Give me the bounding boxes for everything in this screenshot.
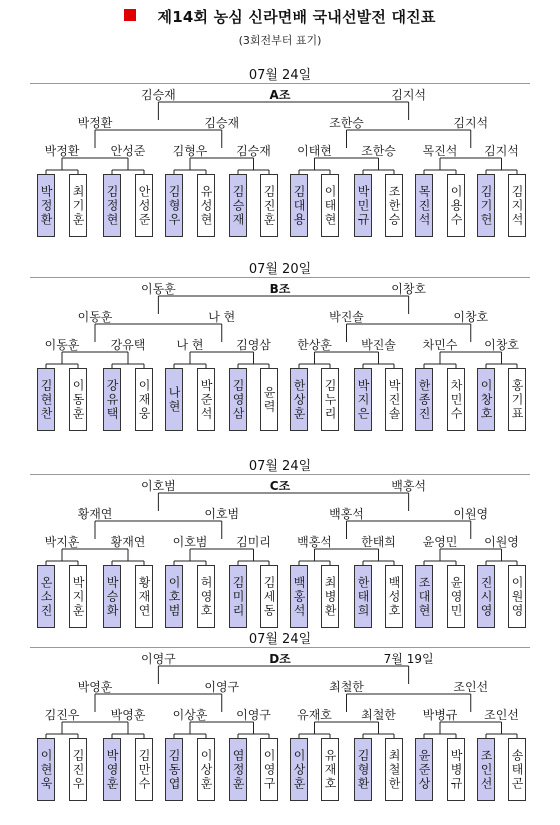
player-box: 염정훈 <box>229 738 247 801</box>
round-winner-label: 윤영민 <box>422 535 458 549</box>
player-box: 유성현 <box>197 174 215 237</box>
page-subtitle: (3회전부터 표기) <box>238 34 322 47</box>
semifinal-winner-label: 조한승 <box>329 116 364 130</box>
round-winner-label: 최철한 <box>361 708 396 722</box>
round-winner-label: 이영구 <box>236 708 271 722</box>
player-box: 최기훈 <box>69 174 87 237</box>
round-winner-label: 김진우 <box>44 708 80 722</box>
group-label: A조 <box>269 88 291 102</box>
round-winner-label: 안성준 <box>110 144 146 158</box>
player-box: 이영구 <box>260 738 278 801</box>
semifinal-winner-label: 이호범 <box>204 507 240 521</box>
bracket-section-4 <box>0 628 560 818</box>
player-box: 유재호 <box>321 738 339 801</box>
player-box: 김진훈 <box>260 174 278 237</box>
player-box: 조한승 <box>385 174 403 237</box>
semifinal-winner-label: 이동훈 <box>77 310 113 324</box>
round-winner-label: 이창호 <box>484 338 519 352</box>
player-box: 김동엽 <box>165 738 183 801</box>
page-title: 제14회 농심 신라면배 국내선발전 대진표 <box>157 8 436 26</box>
round-winner-label: 조인선 <box>484 708 519 722</box>
round-winner-label: 김형우 <box>172 144 208 158</box>
player-box: 김현찬 <box>37 368 55 431</box>
final-winner-label: 이창호 <box>391 282 427 296</box>
section-date: 07월 20일 <box>248 262 312 277</box>
final-winner-label: 7월 19일 <box>383 652 434 666</box>
semifinal-winner-label: 박정환 <box>77 116 113 130</box>
player-box: 한종진 <box>415 368 433 431</box>
player-box: 김영삼 <box>229 368 247 431</box>
player-box: 홍기표 <box>508 368 526 431</box>
player-box: 최철한 <box>385 738 403 801</box>
player-box: 박민규 <box>354 174 372 237</box>
player-box: 최병환 <box>321 565 339 628</box>
player-box: 박지훈 <box>69 565 87 628</box>
player-box: 한태희 <box>354 565 372 628</box>
round-winner-label: 박지훈 <box>44 535 80 549</box>
player-box: 박진솔 <box>385 368 403 431</box>
player-box: 김누리 <box>321 368 339 431</box>
player-box: 박병규 <box>447 738 465 801</box>
final-winner-label: 김지석 <box>391 88 427 102</box>
player-box: 이재웅 <box>135 368 153 431</box>
semifinal-winner-label: 백홍석 <box>329 507 364 521</box>
round-winner-label: 차민수 <box>422 338 458 352</box>
player-box: 온소진 <box>37 565 55 628</box>
semifinal-winner-label: 이영구 <box>204 680 240 694</box>
group-label: D조 <box>269 652 291 666</box>
player-box: 강유택 <box>103 368 121 431</box>
player-box: 이원영 <box>508 565 526 628</box>
player-box: 이태현 <box>321 174 339 237</box>
player-box: 허영호 <box>197 565 215 628</box>
player-box: 조대현 <box>415 565 433 628</box>
player-box: 김승재 <box>229 174 247 237</box>
player-box: 윤력 <box>260 368 278 431</box>
player-box: 김진우 <box>69 738 87 801</box>
semifinal-winner-label: 김지석 <box>453 116 489 130</box>
player-box: 한상훈 <box>290 368 308 431</box>
bracket-section-3 <box>0 455 560 645</box>
round-winner-label: 박정환 <box>44 144 80 158</box>
player-box: 황재연 <box>135 565 153 628</box>
player-box: 김만수 <box>135 738 153 801</box>
player-box: 이호범 <box>165 565 183 628</box>
semifinal-winner-label: 박영훈 <box>77 680 113 694</box>
round-winner-label: 김미리 <box>236 535 271 549</box>
round-winner-label: 한태희 <box>361 535 396 549</box>
player-box: 이용수 <box>447 174 465 237</box>
round-winner-label: 이호범 <box>172 535 208 549</box>
player-box: 김미리 <box>229 565 247 628</box>
player-box: 조인선 <box>477 738 495 801</box>
player-box: 김대용 <box>290 174 308 237</box>
player-box: 백홍석 <box>290 565 308 628</box>
group-label: B조 <box>269 282 291 296</box>
player-box: 김세동 <box>260 565 278 628</box>
round-winner-label: 백홍석 <box>297 535 332 549</box>
round-winner-label: 나 현 <box>176 338 204 352</box>
player-box: 윤준상 <box>415 738 433 801</box>
player-box: 박승화 <box>103 565 121 628</box>
player-box: 차민수 <box>447 368 465 431</box>
round-winner-label: 목진석 <box>422 144 458 158</box>
player-box: 이창호 <box>477 368 495 431</box>
round-winner-label: 박병규 <box>422 708 458 722</box>
player-box: 나현 <box>165 368 183 431</box>
bracket-section-1 <box>0 64 560 254</box>
round-winner-label: 김지석 <box>484 144 519 158</box>
final-winner-label: 이영구 <box>140 652 176 666</box>
semifinal-winner-label: 이원영 <box>453 507 489 521</box>
semifinal-winner-label: 이창호 <box>453 310 489 324</box>
final-winner-label: 김승재 <box>140 88 176 102</box>
player-box: 김기헌 <box>477 174 495 237</box>
red-square-icon <box>124 9 136 21</box>
semifinal-winner-label: 김승재 <box>204 116 240 130</box>
round-winner-label: 김승재 <box>236 144 271 158</box>
final-winner-label: 백홍석 <box>391 479 427 493</box>
section-date: 07월 24일 <box>248 632 312 647</box>
player-box: 박영훈 <box>103 738 121 801</box>
round-winner-label: 김영삼 <box>236 338 271 352</box>
semifinal-winner-label: 최철한 <box>329 680 364 694</box>
round-winner-label: 이태현 <box>297 144 332 158</box>
player-box: 김지석 <box>508 174 526 237</box>
player-box: 김정현 <box>103 174 121 237</box>
round-winner-label: 박진솔 <box>361 338 396 352</box>
player-box: 백성호 <box>385 565 403 628</box>
round-winner-label: 박영훈 <box>110 708 146 722</box>
round-winner-label: 이원영 <box>484 535 519 549</box>
group-label: C조 <box>269 479 291 493</box>
player-box: 진시영 <box>477 565 495 628</box>
player-box: 이동훈 <box>69 368 87 431</box>
player-box: 안성준 <box>135 174 153 237</box>
player-box: 이현욱 <box>37 738 55 801</box>
round-winner-label: 이동훈 <box>44 338 80 352</box>
player-box: 목진석 <box>415 174 433 237</box>
section-date: 07월 24일 <box>248 68 312 83</box>
player-box: 박정환 <box>37 174 55 237</box>
player-box: 송태곤 <box>508 738 526 801</box>
player-box: 박지은 <box>354 368 372 431</box>
final-winner-label: 이동훈 <box>140 282 176 296</box>
player-box: 김형우 <box>165 174 183 237</box>
round-winner-label: 한상훈 <box>297 338 332 352</box>
title-bar <box>0 6 560 30</box>
semifinal-winner-label: 조인선 <box>453 680 489 694</box>
player-box: 박준석 <box>197 368 215 431</box>
player-box: 윤영민 <box>447 565 465 628</box>
semifinal-winner-label: 황재연 <box>77 507 113 521</box>
round-winner-label: 황재연 <box>110 535 146 549</box>
semifinal-winner-label: 나 현 <box>208 310 236 324</box>
round-winner-label: 이상훈 <box>172 708 208 722</box>
round-winner-label: 강유택 <box>110 338 146 352</box>
semifinal-winner-label: 박진솔 <box>329 310 364 324</box>
section-date: 07월 24일 <box>248 459 312 474</box>
round-winner-label: 조한승 <box>361 144 396 158</box>
player-box: 이상훈 <box>290 738 308 801</box>
player-box: 이상훈 <box>197 738 215 801</box>
bracket-section-2 <box>0 258 560 448</box>
round-winner-label: 유재호 <box>297 708 332 722</box>
final-winner-label: 이호범 <box>140 479 176 493</box>
player-box: 김형환 <box>354 738 372 801</box>
